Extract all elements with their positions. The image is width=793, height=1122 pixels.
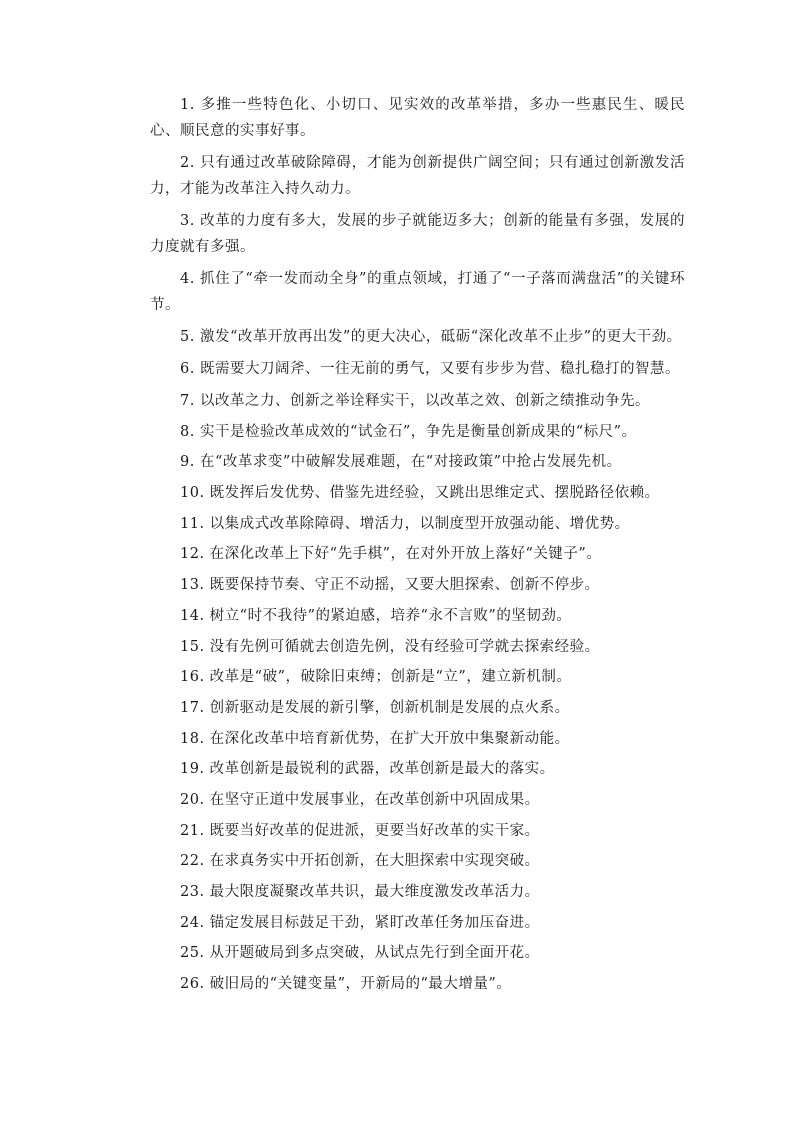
list-item: 9. 在“改革求变”中破解发展难题，在“对接政策”中抢占发展先机。 <box>180 454 622 471</box>
list-item: 24. 锚定发展目标鼓足干劲，紧盯改革任务加压奋进。 <box>180 914 540 931</box>
list-item: 19. 改革创新是最锐利的武器，改革创新是最大的落实。 <box>180 761 555 778</box>
list-item: 6. 既需要大刀阔斧、一往无前的勇气，又要有步步为营、稳扎稳打的智慧。 <box>180 361 680 377</box>
list-item: 14. 树立“时不我待”的紧迫感，培养“永不言败”的坚韧劲。 <box>180 607 572 624</box>
list-item: 3. 改革的力度有多大，发展的步子就能迈多大；创新的能量有多强，发展的力度就有多强。 <box>150 213 685 255</box>
list-item: 2. 只有通过改革破除障碍，才能为创新提供广阔空间；只有通过创新激发活力，才能为改革注入持久动力。 <box>150 155 685 197</box>
list-item: 26. 破旧局的“关键变量”，开新局的“最大增量”。 <box>180 976 512 993</box>
list-item: 12. 在深化改革上下好“先手棋”，在对外开放上落好“关键子”。 <box>180 546 602 563</box>
document-body <box>150 92 685 1002</box>
list-item: 23. 最大限度凝聚改革共识，最大维度激发改革活力。 <box>180 884 540 900</box>
list-item: 11. 以集成式改革除障碍、增活力，以制度型开放强动能、增优势。 <box>180 515 630 532</box>
list-item: 7. 以改革之力、创新之举诠释实干，以改革之效、创新之绩推动争先。 <box>180 393 650 409</box>
list-item: 21. 既要当好改革的促进派，更要当好改革的实干家。 <box>180 822 540 839</box>
list-item: 1. 多推一些特色化、小切口、见实效的改革举措，多办一些惠民生、暖民心、顺民意的实事好事。 <box>150 97 685 139</box>
list-item: 18. 在深化改革中培育新优势，在扩大开放中集聚新动能。 <box>180 730 570 747</box>
list-item: 10. 既发挥后发优势、借鉴先进经验，又跳出思维定式、摆脱路径依赖。 <box>180 485 660 502</box>
list-item: 16. 改革是“破”，破除旧束缚；创新是“立”，建立新机制。 <box>180 669 572 686</box>
list-item: 4. 抓住了“牵一发而动全身”的重点领域，打通了“一子落而满盘活”的关键环节。 <box>150 271 685 313</box>
list-item: 20. 在坚守正道中发展事业，在改革创新中巩固成果。 <box>180 791 540 808</box>
list-item: 17. 创新驱动是发展的新引擎，创新机制是发展的点火系。 <box>180 699 570 716</box>
list-item: 8. 实干是检验改革成效的“试金石”，争先是衡量创新成果的“标尺”。 <box>180 423 637 440</box>
list-item: 5. 激发“改革开放再出发”的更大决心，砥砺“深化改革不止步”的更大干劲。 <box>180 329 682 345</box>
list-item: 25. 从开题破局到多点突破，从试点先行到全面开花。 <box>180 945 540 962</box>
list-item: 22. 在求真务实中开拓创新，在大胆探索中实现突破。 <box>180 853 540 870</box>
list-item: 13. 既要保持节奏、守正不动摇，又要大胆探索、创新不停步。 <box>180 577 600 594</box>
list-item: 15. 没有先例可循就去创造先例，没有经验可学就去探索经验。 <box>180 638 600 655</box>
